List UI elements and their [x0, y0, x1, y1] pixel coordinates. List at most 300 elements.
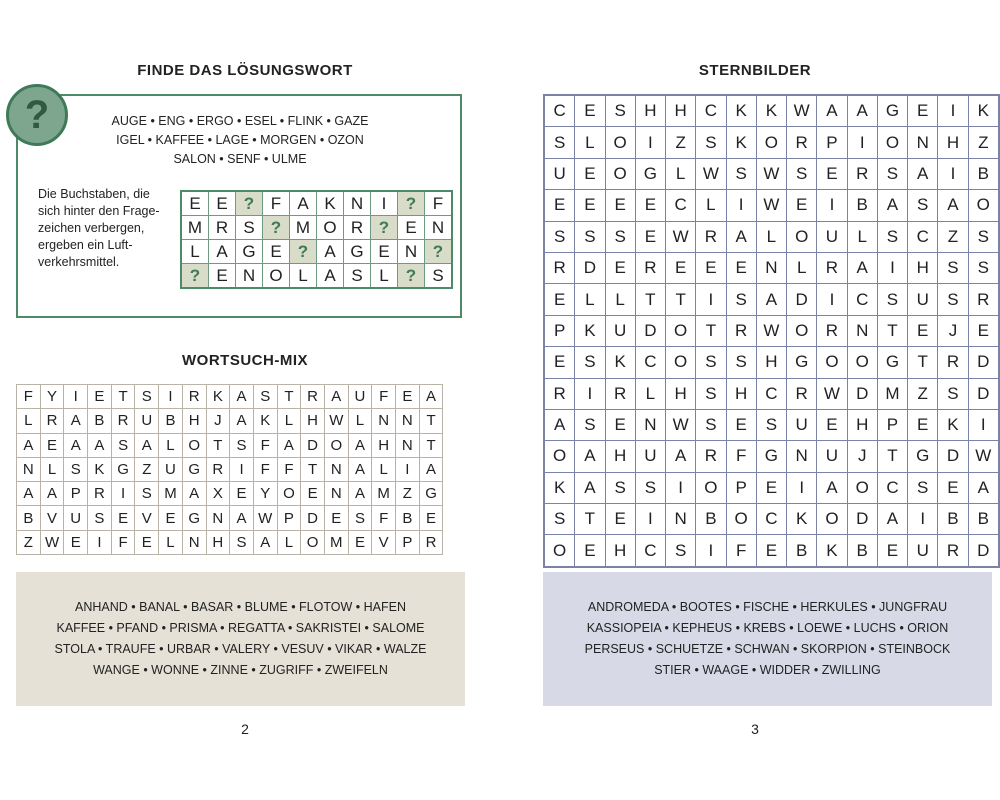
- grid-cell: S: [605, 472, 635, 503]
- grid-cell: S: [908, 472, 938, 503]
- grid-cell: L: [17, 409, 41, 433]
- grid-cell: R: [111, 409, 135, 433]
- grid-cell: N: [398, 240, 425, 264]
- grid-cell: E: [877, 535, 907, 567]
- grid-cell: N: [756, 252, 786, 283]
- grid-cell: E: [371, 240, 398, 264]
- grid-cell: A: [877, 504, 907, 535]
- grid-cell: C: [756, 378, 786, 409]
- grid-cell: E: [938, 472, 968, 503]
- grid-cell: F: [372, 385, 396, 409]
- grid-cell: L: [371, 264, 398, 289]
- grid-cell: L: [290, 264, 317, 289]
- grid-cell: E: [419, 506, 443, 530]
- grid-cell: N: [324, 482, 348, 506]
- grid-cell: C: [666, 190, 696, 221]
- grid-cell: U: [635, 441, 665, 472]
- grid-cell: S: [230, 530, 254, 554]
- grid-cell: C: [696, 95, 726, 127]
- grid-row: [544, 284, 999, 315]
- grid-cell: F: [277, 457, 301, 481]
- wortsuch-letter-grid: [16, 384, 443, 555]
- grid-cell: B: [17, 506, 41, 530]
- grid-cell: P: [817, 127, 847, 158]
- grid-cell: P: [277, 506, 301, 530]
- grid-cell: O: [301, 530, 325, 554]
- grid-cell: K: [544, 472, 575, 503]
- grid-cell: Y: [253, 482, 277, 506]
- sternbilder-word-line: KASSIOPEIA • KEPHEUS • KREBS • LOEWE • LUCHS • ORION: [586, 621, 949, 635]
- wortsuch-word-line: KAFFEE • PFAND • PRISMA • REGATTA • SAKRISTEI • SALOME: [56, 621, 425, 635]
- grid-cell: N: [908, 127, 938, 158]
- grid-cell: R: [968, 284, 999, 315]
- grid-cell: E: [908, 315, 938, 346]
- grid-cell: S: [726, 158, 756, 189]
- grid-cell: L: [635, 378, 665, 409]
- grid-cell: D: [968, 535, 999, 567]
- grid-cell: E: [635, 221, 665, 252]
- grid-cell: A: [348, 457, 372, 481]
- grid-cell: O: [317, 216, 344, 240]
- question-cell: ?: [398, 191, 425, 216]
- grid-cell: O: [277, 482, 301, 506]
- grid-cell: N: [17, 457, 41, 481]
- grid-cell: O: [544, 441, 575, 472]
- grid-cell: N: [666, 504, 696, 535]
- grid-cell: S: [344, 264, 371, 289]
- grid-cell: O: [847, 472, 877, 503]
- grid-cell: U: [817, 221, 847, 252]
- grid-cell: R: [817, 252, 847, 283]
- grid-cell: F: [253, 457, 277, 481]
- grid-cell: S: [348, 506, 372, 530]
- grid-row: [17, 409, 443, 433]
- wortsuch-word-line: STOLA • TRAUFE • URBAR • VALERY • VESUV • VIKAR • WALZE: [54, 642, 427, 656]
- grid-cell: F: [425, 191, 453, 216]
- grid-cell: E: [787, 190, 817, 221]
- grid-cell: A: [182, 482, 206, 506]
- grid-cell: E: [968, 315, 999, 346]
- grid-cell: W: [666, 409, 696, 440]
- grid-cell: N: [847, 315, 877, 346]
- grid-cell: D: [301, 433, 325, 457]
- grid-row: [17, 530, 443, 554]
- grid-cell: E: [575, 190, 605, 221]
- grid-cell: H: [938, 127, 968, 158]
- grid-cell: F: [253, 433, 277, 457]
- grid-cell: G: [182, 506, 206, 530]
- grid-cell: N: [635, 409, 665, 440]
- grid-cell: J: [938, 315, 968, 346]
- grid-cell: E: [575, 535, 605, 567]
- grid-cell: E: [756, 472, 786, 503]
- grid-row: [544, 409, 999, 440]
- grid-cell: I: [817, 284, 847, 315]
- grid-cell: L: [575, 127, 605, 158]
- grid-cell: B: [159, 409, 183, 433]
- grid-cell: D: [575, 252, 605, 283]
- grid-cell: I: [908, 504, 938, 535]
- grid-cell: E: [605, 252, 635, 283]
- grid-cell: H: [666, 95, 696, 127]
- grid-cell: O: [787, 221, 817, 252]
- grid-row: [544, 441, 999, 472]
- grid-cell: E: [908, 95, 938, 127]
- grid-cell: H: [726, 378, 756, 409]
- grid-cell: N: [372, 409, 396, 433]
- grid-cell: K: [253, 409, 277, 433]
- grid-cell: Z: [666, 127, 696, 158]
- grid-cell: R: [787, 378, 817, 409]
- grid-cell: I: [938, 95, 968, 127]
- grid-cell: A: [324, 385, 348, 409]
- grid-cell: G: [787, 347, 817, 378]
- grid-cell: R: [696, 221, 726, 252]
- grid-cell: H: [372, 433, 396, 457]
- grid-cell: U: [159, 457, 183, 481]
- grid-cell: P: [726, 472, 756, 503]
- grid-cell: I: [88, 530, 112, 554]
- grid-cell: E: [605, 409, 635, 440]
- grid-cell: G: [877, 347, 907, 378]
- page-number-left: 2: [241, 721, 249, 737]
- grid-cell: B: [968, 504, 999, 535]
- grid-cell: B: [396, 506, 420, 530]
- grid-cell: D: [968, 347, 999, 378]
- grid-cell: K: [726, 127, 756, 158]
- grid-cell: A: [64, 433, 88, 457]
- grid-cell: A: [209, 240, 236, 264]
- grid-cell: H: [605, 441, 635, 472]
- grid-cell: T: [877, 441, 907, 472]
- grid-cell: L: [277, 530, 301, 554]
- grid-cell: J: [206, 409, 230, 433]
- grid-cell: S: [726, 347, 756, 378]
- grid-cell: N: [324, 457, 348, 481]
- sternbilder-letter-grid: [543, 94, 1000, 568]
- grid-row: [181, 264, 452, 289]
- grid-cell: G: [419, 482, 443, 506]
- page-number-right: 3: [751, 721, 759, 737]
- grid-cell: E: [756, 535, 786, 567]
- grid-cell: L: [159, 433, 183, 457]
- grid-cell: L: [372, 457, 396, 481]
- grid-cell: S: [908, 190, 938, 221]
- grid-cell: R: [209, 216, 236, 240]
- grid-cell: G: [344, 240, 371, 264]
- grid-cell: M: [372, 482, 396, 506]
- grid-cell: I: [817, 190, 847, 221]
- grid-cell: O: [605, 158, 635, 189]
- grid-cell: A: [847, 95, 877, 127]
- grid-row: [544, 95, 999, 127]
- grid-row: [544, 535, 999, 567]
- grid-cell: T: [908, 347, 938, 378]
- grid-cell: D: [847, 504, 877, 535]
- grid-cell: H: [301, 409, 325, 433]
- grid-cell: T: [575, 504, 605, 535]
- grid-cell: S: [605, 95, 635, 127]
- grid-cell: I: [575, 378, 605, 409]
- grid-cell: S: [938, 378, 968, 409]
- grid-cell: I: [726, 190, 756, 221]
- grid-cell: L: [348, 409, 372, 433]
- grid-cell: E: [209, 264, 236, 289]
- grid-cell: L: [756, 221, 786, 252]
- grid-cell: E: [575, 95, 605, 127]
- grid-cell: H: [847, 409, 877, 440]
- grid-cell: I: [64, 385, 88, 409]
- grid-cell: A: [817, 472, 847, 503]
- grid-cell: N: [787, 441, 817, 472]
- grid-cell: R: [696, 441, 726, 472]
- grid-cell: N: [236, 264, 263, 289]
- grid-cell: D: [635, 315, 665, 346]
- grid-cell: O: [544, 535, 575, 567]
- grid-cell: S: [968, 252, 999, 283]
- grid-cell: A: [575, 472, 605, 503]
- grid-cell: R: [938, 347, 968, 378]
- grid-cell: S: [756, 409, 786, 440]
- grid-cell: L: [847, 221, 877, 252]
- grid-cell: O: [817, 347, 847, 378]
- grid-cell: U: [605, 315, 635, 346]
- grid-cell: R: [206, 457, 230, 481]
- grid-cell: T: [666, 284, 696, 315]
- grid-cell: F: [372, 506, 396, 530]
- finde-hint: [38, 186, 178, 271]
- wortsuch-word-list: [16, 572, 465, 706]
- grid-cell: P: [877, 409, 907, 440]
- grid-cell: E: [726, 409, 756, 440]
- grid-cell: D: [938, 441, 968, 472]
- grid-cell: R: [544, 378, 575, 409]
- grid-cell: I: [696, 284, 726, 315]
- grid-cell: D: [968, 378, 999, 409]
- grid-cell: A: [88, 433, 112, 457]
- grid-cell: G: [182, 457, 206, 481]
- grid-row: [181, 191, 452, 216]
- hint-line: zeichen verbergen,: [38, 221, 145, 235]
- grid-cell: A: [348, 482, 372, 506]
- grid-cell: A: [968, 472, 999, 503]
- grid-cell: E: [348, 530, 372, 554]
- right-page: [510, 0, 1000, 800]
- grid-cell: S: [666, 535, 696, 567]
- grid-cell: U: [908, 535, 938, 567]
- grid-cell: U: [64, 506, 88, 530]
- grid-row: [544, 378, 999, 409]
- grid-cell: W: [968, 441, 999, 472]
- grid-cell: S: [726, 284, 756, 315]
- grid-cell: Z: [908, 378, 938, 409]
- grid-cell: B: [696, 504, 726, 535]
- question-cell: ?: [398, 264, 425, 289]
- grid-cell: I: [666, 472, 696, 503]
- hint-line: verkehrsmittel.: [38, 255, 120, 269]
- grid-cell: P: [64, 482, 88, 506]
- grid-cell: F: [263, 191, 290, 216]
- grid-cell: S: [135, 385, 159, 409]
- grid-cell: S: [230, 433, 254, 457]
- question-mark-icon: ?: [6, 84, 68, 146]
- grid-cell: I: [230, 457, 254, 481]
- grid-cell: M: [181, 216, 209, 240]
- grid-cell: A: [40, 482, 64, 506]
- grid-cell: T: [206, 433, 230, 457]
- grid-cell: E: [64, 530, 88, 554]
- grid-cell: S: [425, 264, 453, 289]
- grid-cell: L: [696, 190, 726, 221]
- grid-cell: S: [696, 127, 726, 158]
- grid-cell: I: [635, 504, 665, 535]
- grid-cell: L: [666, 158, 696, 189]
- grid-cell: S: [135, 482, 159, 506]
- grid-cell: I: [877, 252, 907, 283]
- sternbilder-word-line: PERSEUS • SCHUETZE • SCHWAN • SKORPION • STEINBOCK: [584, 642, 951, 656]
- wortsuch-word-line: WANGE • WONNE • ZINNE • ZUGRIFF • ZWEIFELN: [93, 663, 388, 677]
- grid-cell: S: [88, 506, 112, 530]
- grid-cell: R: [847, 158, 877, 189]
- sternbilder-word-list: [543, 572, 992, 706]
- grid-cell: E: [88, 385, 112, 409]
- grid-cell: T: [301, 457, 325, 481]
- finde-letter-grid: [180, 190, 453, 289]
- grid-cell: L: [159, 530, 183, 554]
- sternbilder-title: STERNBILDER: [698, 62, 812, 79]
- grid-row: [544, 252, 999, 283]
- grid-cell: Z: [17, 530, 41, 554]
- grid-cell: F: [17, 385, 41, 409]
- grid-row: [17, 385, 443, 409]
- grid-cell: K: [88, 457, 112, 481]
- question-cell: ?: [236, 191, 263, 216]
- grid-cell: A: [277, 433, 301, 457]
- finde-word-line: IGEL • KAFFEE • LAGE • MORGEN • OZON: [116, 133, 364, 147]
- grid-cell: W: [756, 315, 786, 346]
- grid-cell: S: [938, 252, 968, 283]
- grid-cell: W: [756, 158, 786, 189]
- grid-row: [544, 347, 999, 378]
- grid-cell: O: [666, 315, 696, 346]
- grid-cell: A: [17, 433, 41, 457]
- grid-cell: B: [847, 190, 877, 221]
- grid-cell: B: [88, 409, 112, 433]
- grid-cell: S: [877, 221, 907, 252]
- grid-cell: U: [348, 385, 372, 409]
- grid-cell: S: [236, 216, 263, 240]
- grid-cell: J: [847, 441, 877, 472]
- grid-cell: L: [277, 409, 301, 433]
- grid-cell: R: [182, 385, 206, 409]
- grid-cell: G: [908, 441, 938, 472]
- grid-row: [17, 506, 443, 530]
- grid-cell: G: [236, 240, 263, 264]
- grid-cell: F: [111, 530, 135, 554]
- grid-cell: I: [111, 482, 135, 506]
- hint-line: Die Buchstaben, die: [38, 187, 150, 201]
- grid-cell: R: [344, 216, 371, 240]
- grid-cell: O: [787, 315, 817, 346]
- finde-word-line: SALON • SENF • ULME: [173, 152, 307, 166]
- grid-cell: Z: [938, 221, 968, 252]
- grid-cell: N: [206, 506, 230, 530]
- grid-cell: E: [263, 240, 290, 264]
- grid-cell: M: [877, 378, 907, 409]
- grid-cell: Z: [135, 457, 159, 481]
- grid-cell: H: [908, 252, 938, 283]
- grid-cell: U: [787, 409, 817, 440]
- grid-cell: W: [787, 95, 817, 127]
- grid-cell: L: [181, 240, 209, 264]
- grid-cell: U: [908, 284, 938, 315]
- grid-cell: E: [908, 409, 938, 440]
- grid-cell: A: [317, 264, 344, 289]
- grid-cell: A: [938, 190, 968, 221]
- grid-row: [181, 240, 452, 264]
- grid-cell: E: [817, 158, 847, 189]
- grid-cell: E: [209, 191, 236, 216]
- grid-cell: I: [847, 127, 877, 158]
- grid-row: [544, 504, 999, 535]
- grid-cell: E: [398, 216, 425, 240]
- grid-cell: O: [182, 433, 206, 457]
- grid-cell: O: [666, 347, 696, 378]
- grid-cell: S: [938, 284, 968, 315]
- grid-row: [544, 221, 999, 252]
- grid-cell: E: [396, 385, 420, 409]
- question-cell: ?: [371, 216, 398, 240]
- grid-row: [17, 457, 443, 481]
- grid-cell: H: [756, 347, 786, 378]
- grid-cell: S: [605, 221, 635, 252]
- grid-cell: W: [666, 221, 696, 252]
- grid-cell: H: [666, 378, 696, 409]
- grid-cell: M: [324, 530, 348, 554]
- grid-cell: N: [344, 191, 371, 216]
- grid-cell: T: [419, 409, 443, 433]
- grid-cell: S: [64, 457, 88, 481]
- grid-cell: A: [230, 385, 254, 409]
- grid-cell: I: [787, 472, 817, 503]
- grid-cell: H: [605, 535, 635, 567]
- grid-cell: S: [696, 347, 726, 378]
- grid-cell: V: [372, 530, 396, 554]
- grid-cell: H: [182, 409, 206, 433]
- hint-line: ergeben ein Luft-: [38, 238, 133, 252]
- grid-cell: A: [847, 252, 877, 283]
- grid-cell: R: [605, 378, 635, 409]
- grid-row: [544, 158, 999, 189]
- grid-cell: C: [877, 472, 907, 503]
- grid-cell: K: [605, 347, 635, 378]
- grid-cell: O: [324, 433, 348, 457]
- question-cell: ?: [290, 240, 317, 264]
- grid-cell: R: [817, 315, 847, 346]
- grid-cell: A: [230, 506, 254, 530]
- grid-cell: R: [938, 535, 968, 567]
- grid-cell: E: [605, 504, 635, 535]
- grid-cell: V: [40, 506, 64, 530]
- finde-title: FINDE DAS LÖSUNGSWORT: [137, 62, 353, 79]
- grid-cell: S: [968, 221, 999, 252]
- grid-cell: E: [324, 506, 348, 530]
- grid-cell: R: [544, 252, 575, 283]
- grid-cell: U: [544, 158, 575, 189]
- grid-cell: F: [726, 535, 756, 567]
- question-cell: ?: [181, 264, 209, 289]
- grid-cell: E: [230, 482, 254, 506]
